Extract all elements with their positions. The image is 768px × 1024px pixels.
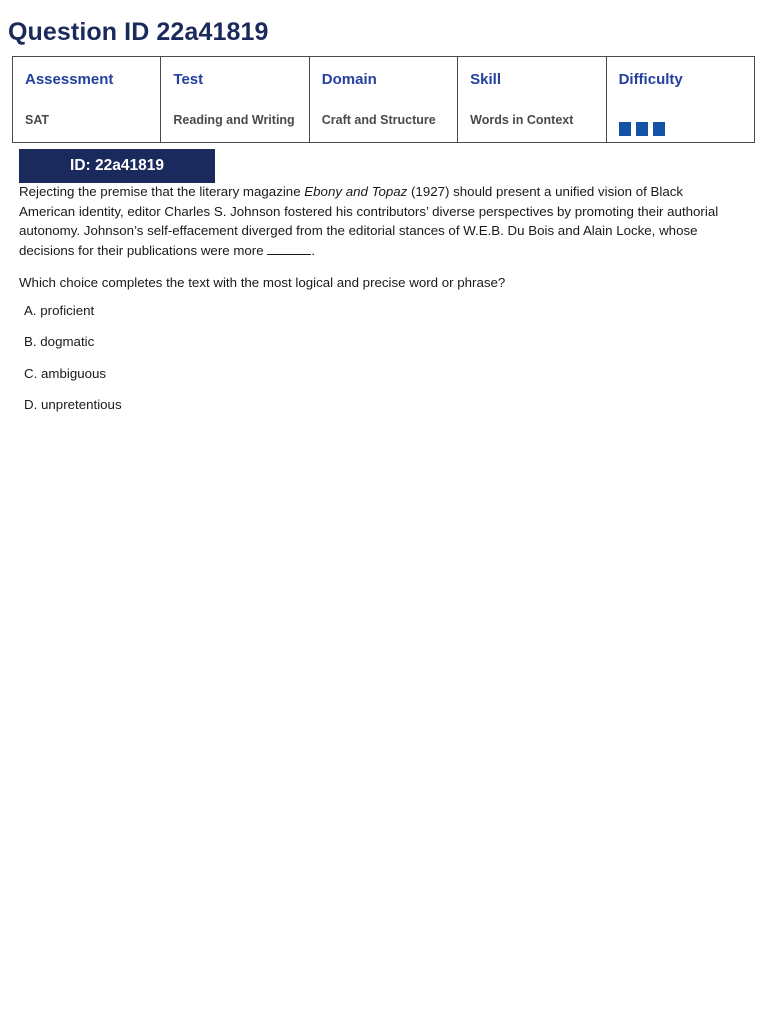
option-letter: C. [24,365,38,381]
test-value: Reading and Writing [173,113,295,127]
answer-options [24,301,122,426]
difficulty-cell [606,57,754,143]
passage-part-2: (1927) should present a unified vision of Black American identity, editor Charles S. Johnson fostered his contributors’ diverse perspectives by promoting their authorial autonomy. Johnson’s self-effacement diverged from the editorial stances of W.E.B. Du Bois and Alain Locke, whose decisions for their publications were more [19,184,719,258]
option-letter: B. [24,334,37,350]
option-text: ambiguous [41,365,107,381]
skill-cell [458,57,606,143]
answer-blank [267,242,311,255]
option-d[interactable] [24,395,122,426]
test-cell [161,57,309,143]
passage-text [19,182,739,260]
page-title: Question ID 22a41819 [8,18,269,46]
test-heading: Test [173,71,204,88]
domain-cell [309,57,457,143]
domain-value: Craft and Structure [321,113,436,127]
option-letter: A. [24,303,37,318]
question-prompt: Which choice completes the text with the most logical and precise word or phrase? [19,275,506,290]
passage-end: . [311,242,316,258]
difficulty-indicator [619,122,665,136]
option-letter: D. [24,396,38,412]
option-text: unpretentious [41,396,122,412]
difficulty-bar [636,122,648,136]
assessment-value: SAT [25,113,50,127]
difficulty-bar [619,122,631,136]
difficulty-bar [653,122,665,136]
option-text: dogmatic [40,334,95,350]
skill-value: Words in Context [470,113,574,127]
magazine-title: Ebony and Topaz [304,184,408,199]
difficulty-heading: Difficulty [618,71,683,88]
passage-part-1: Rejecting the premise that the literary magazine [19,184,305,199]
skill-heading: Skill [470,71,502,88]
metadata-row [13,57,755,143]
question-id-banner: ID: 22a41819 [19,149,215,183]
question-metadata-table [12,56,755,143]
option-c[interactable] [24,364,122,395]
assessment-cell [13,57,161,143]
option-text: proficient [40,303,95,318]
option-a[interactable] [24,301,122,332]
option-b[interactable] [24,332,122,363]
assessment-heading: Assessment [25,71,114,88]
domain-heading: Domain [321,71,377,88]
